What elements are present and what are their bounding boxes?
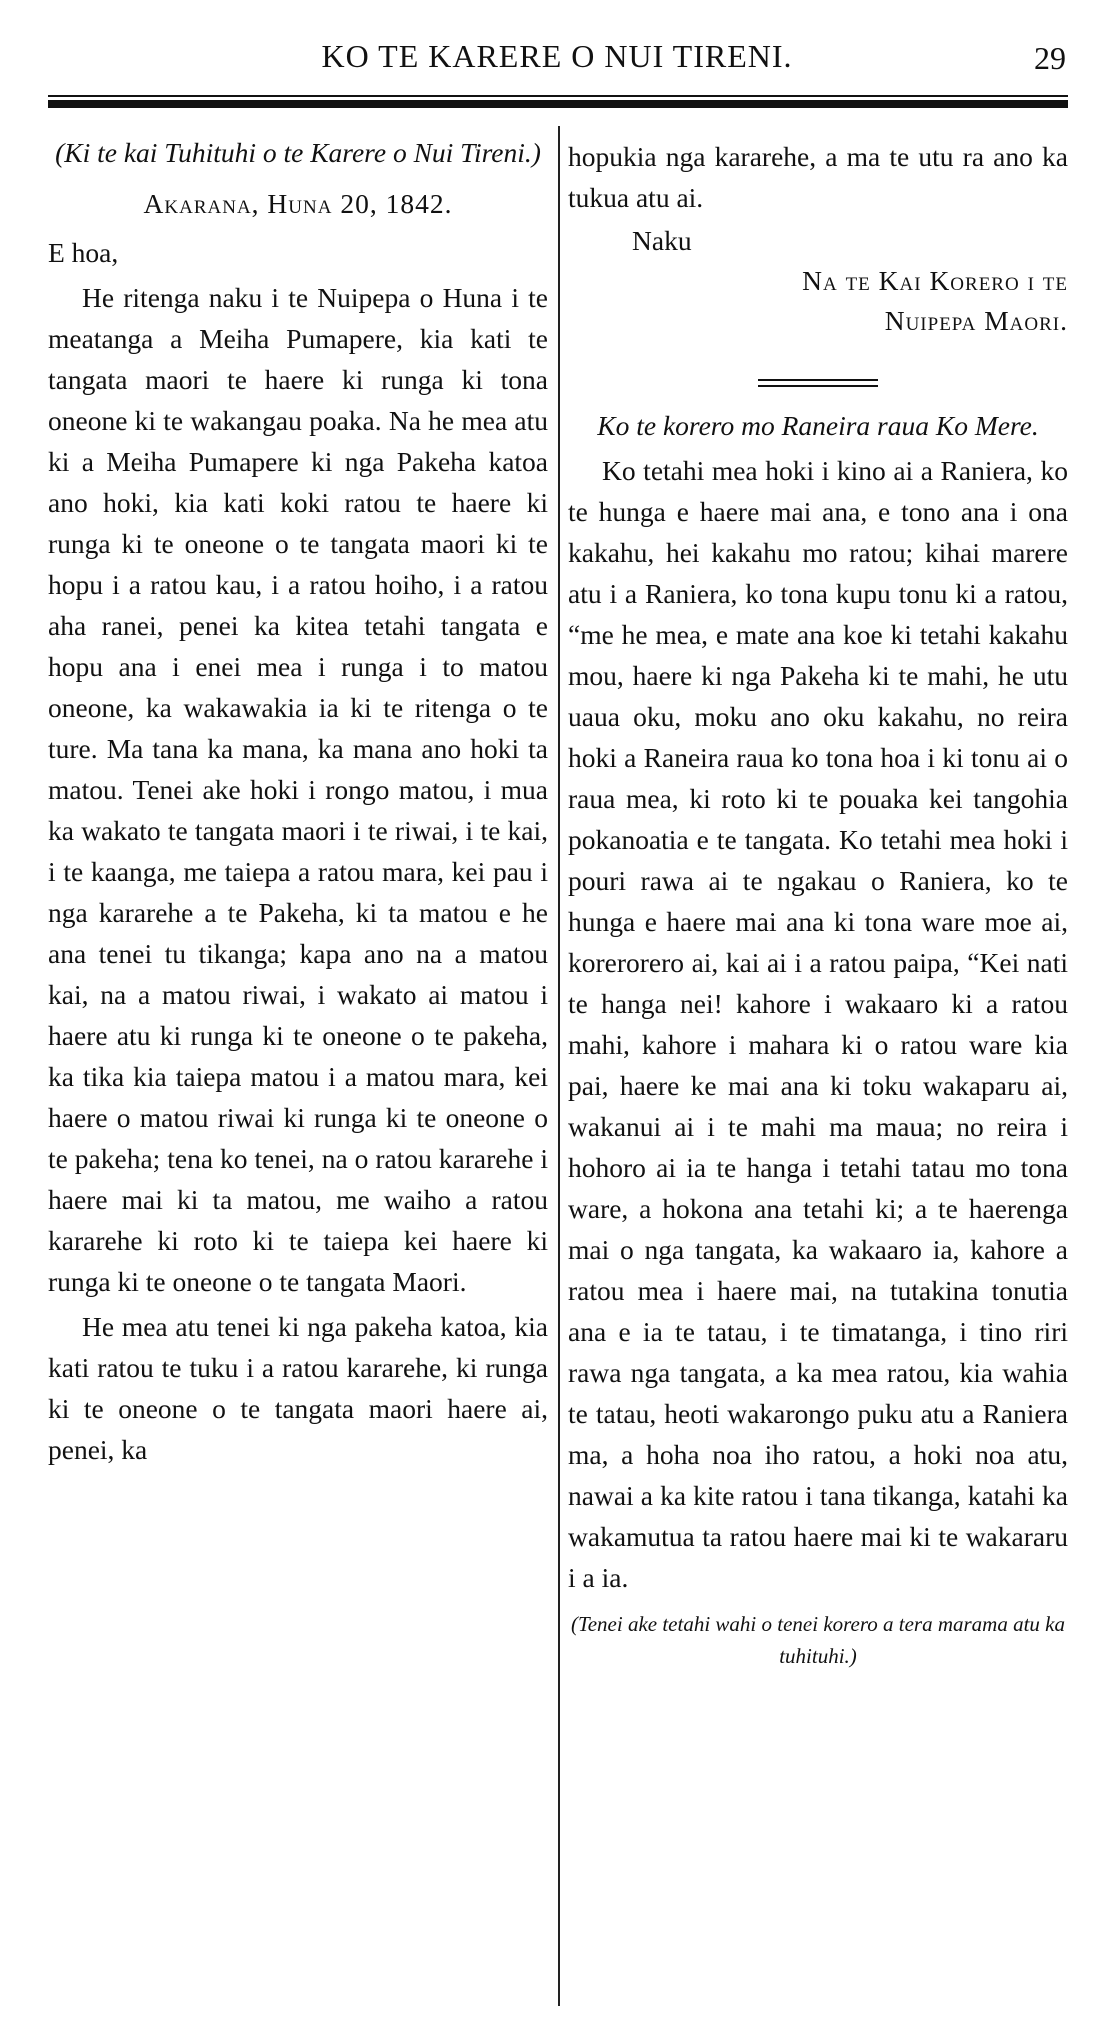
story-paragraph: Ko tetahi mea hoki i kino ai a Raniera, ko te hunga e haere mai ana, e tono ana i ona kakahu, hei kakahu mo ratou; kihai marere atu i a Raniera, ko tona kupu tonu ki a ratou, “me he mea, e mate ana koe ki tetahi kakahu mou, haere ki nga Pakeha ki te mahi, he utu uaua oku, moku ano oku kakahu, no reira hoki a Raneira raua ko tona hoa i ki tonu ai o raua mea, ki roto ki te pouaka kei tangohia pokanoatia e te tangata. Ko tetahi mea hoki i pouri rawa ai te ngakau o Raniera, ko te hunga e haere mai ana ki tona ware moe ai, korerorero ai, kai ai i a ratou paipa, “Kei nati te hanga nei! kahore i wakaaro ki a ratou mahi, kahore i mahara ki o ratou ware kia pai, haere ke mai ana ki toku wakaparu ai, wakanui ai i te mahi ma maua; no reira i hohoro ai ia te hanga i tetahi tatau mo tona ware, a hokona ana tetahi ki; a te haerenga mai o nga tangata, ka wakaaro ia, kahore a ratou mea i haere mai, na tutakina tonutia ana e ia te tatau, i te timatanga, i tino riri rawa nga tangata, a ka mea ratou, kia wahia te tatau, heoti wakarongo puku atu a Raniera ma, a hoha noa iho ratou, a hoki noa atu, nawai a ka kite ratou i tana tikanga, katahi ka wakamutua ta ratou haere mai ki te wakararu i a ia. — [568, 455, 1068, 1593]
letter-paragraph: He ritenga naku i te Nuipepa o Huna i te meatanga a Meiha Pumapere, kia kati te tangata maori te haere ki runga ki tona oneone ki te wakangau poaka. Na he mea atu ki a Meiha Pumapere ki nga Pakeha katoa ano hoki, kia kati koki ratou te haere ki runga ki te oneone o te tangata maori ki te hopu i a ratou kau, i a ratou hoiho, i a ratou aha ranei, penei ka kitea tetahi tangata e hopu ana i enei mea i runga i to matou oneone, ka wakawakia ia ki te ritenga o te ture. Ma tana ka mana, ka mana ano hoki ta matou. Tenei ake hoki i rongo matou, i mua ka wakato te tangata maori i te riwai, i te kai, i te kaanga, me taiepa a ratou mara, kei pau i nga kararehe a te Pakeha, ki ta matou e he ana tenei tu tikanga; kapa ano na a matou kai, na a matou riwai, i wakato ai matou i haere atu ki runga ki te oneone o te pakeha, ka tika kia taiepa matou i a matou mara, kei haere o matou riwai ki runga ki te oneone o te pakeha; tena ko tenei, na o ratou kararehe i haere mai ki ta matou, me waiho a ratou kararehe ki roto ki te taiepa kei haere ki runga ki te oneone o te tangata Maori. — [48, 282, 548, 1297]
header-rule-thick — [48, 100, 1068, 108]
story-title: Ko te korero mo Raneira raua Ko Mere. — [597, 410, 1039, 441]
letter-continuation: hopukia nga kararehe, a ma te utu ra ano ka tukua atu ai. — [568, 141, 1068, 213]
dateline: Akarana, Huna 20, 1842. — [143, 188, 453, 219]
signature-naku: Naku — [632, 225, 692, 256]
right-column — [568, 132, 1068, 1672]
section-rule — [758, 379, 878, 387]
letter-paragraph: He mea atu tenei ki nga pakeha katoa, kia kati ratou te tuku i a ratou kararehe, ki runga ki te oneone o te tangata maori haere ai, penei, ka — [48, 1311, 548, 1465]
signature-organization: Nuipepa Maori. — [884, 305, 1068, 336]
left-column — [48, 132, 548, 1470]
signature-organization: Na te Kai Korero i te — [802, 265, 1068, 296]
closing-note: (Tenei ake tetahi wahi o tenei korero a tera marama atu ka tuhituhi.) — [570, 1612, 1065, 1668]
header-rule-thin — [48, 95, 1068, 97]
editorial-note: (Ki te kai Tuhituhi o te Karere o Nui Tireni.) — [55, 137, 541, 168]
salutation: E hoa, — [48, 237, 119, 268]
page-number: 29 — [1034, 40, 1066, 76]
page-title: KO TE KARERE O NUI TIRENI. — [321, 38, 793, 74]
column-divider — [558, 126, 560, 2006]
